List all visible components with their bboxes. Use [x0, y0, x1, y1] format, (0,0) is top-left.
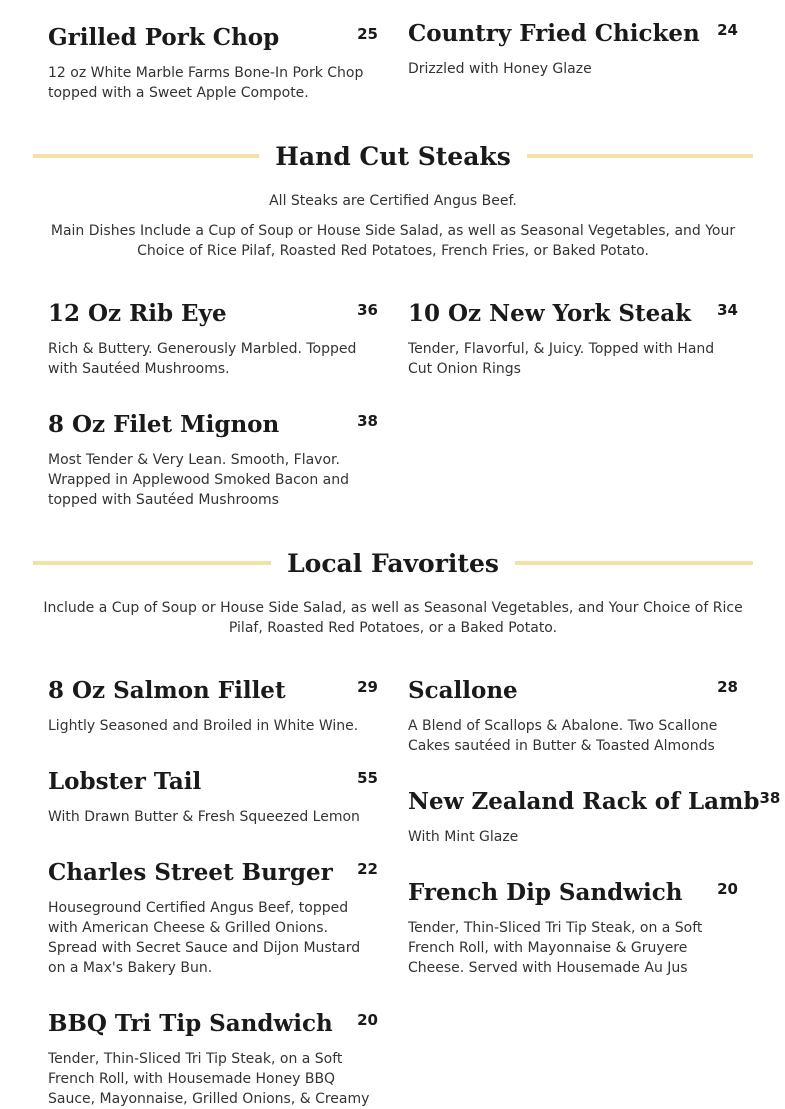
menu-item: [408, 19, 738, 79]
item-name: 12 Oz Rib Eye: [48, 300, 227, 327]
item-description: With Mint Glaze: [408, 829, 519, 845]
section-note: All Steaks are Certified Angus Beef.: [269, 193, 517, 209]
section-header-favorites: [33, 546, 753, 580]
menu-item: [48, 767, 378, 827]
item-price: 20: [717, 880, 738, 898]
item-price: 24: [717, 21, 738, 39]
menu-item: [48, 410, 378, 510]
item-price: 29: [357, 678, 378, 696]
item-description: Tender, Thin-Sliced Tri Tip Steak, on a Soft French Roll, with Mayonnaise & Gruyere Cheese. Served with Housemade Au Jus: [408, 920, 703, 976]
menu-item: [48, 858, 378, 978]
divider-rule: [33, 561, 271, 565]
item-price: 36: [357, 301, 378, 319]
menu-item: [408, 676, 738, 756]
item-price: 38: [759, 789, 781, 807]
divider-rule: [33, 154, 259, 158]
item-price: 20: [357, 1011, 378, 1029]
item-price: 22: [357, 860, 378, 878]
menu-item: [48, 299, 378, 379]
menu-item: [48, 676, 378, 736]
menu-item: [408, 299, 738, 379]
item-description: With Drawn Butter & Fresh Squeezed Lemon: [48, 809, 360, 825]
item-description: Rich & Buttery. Generously Marbled. Topped with Sautéed Mushrooms.: [48, 341, 357, 377]
item-price: 25: [357, 25, 378, 43]
item-description: Drizzled with Honey Glaze: [408, 61, 592, 77]
section-header-steaks: [33, 139, 753, 173]
item-name: Lobster Tail: [48, 768, 202, 795]
section-title: Hand Cut Steaks: [275, 141, 511, 171]
item-name: BBQ Tri Tip Sandwich: [48, 1010, 333, 1037]
section-note: Main Dishes Include a Cup of Soup or House Side Salad, as well as Seasonal Vegetables, and Your Choice of Rice Pilaf, Roasted Red Potatoes, French Fries, or Baked Potato.: [50, 223, 736, 259]
item-description: Houseground Certified Angus Beef, topped with American Cheese & Grilled Onions. Spread with Secret Sauce and Dijon Mustard on a Max's Bakery Bun.: [48, 900, 361, 976]
item-description: A Blend of Scallops & Abalone. Two Scallone Cakes sautéed in Butter & Toasted Almonds: [408, 718, 718, 754]
item-name: 8 Oz Filet Mignon: [48, 411, 280, 438]
divider-rule: [527, 154, 753, 158]
item-description: 12 oz White Marble Farms Bone-In Pork Chop topped with a Sweet Apple Compote.: [48, 65, 364, 101]
item-price: 38: [357, 412, 378, 430]
menu-item: [48, 1009, 378, 1109]
item-name: Country Fried Chicken: [408, 20, 700, 47]
item-name: Charles Street Burger: [48, 859, 333, 886]
item-description: Lightly Seasoned and Broiled in White Wine.: [48, 718, 359, 734]
item-description: Tender, Thin-Sliced Tri Tip Steak, on a Soft French Roll, with Housemade Honey BBQ Sauce, Mayonnaise, Grilled Onions, & Creamy: [48, 1051, 370, 1107]
divider-rule: [515, 561, 753, 565]
item-name: Scallone: [408, 677, 518, 704]
item-price: 55: [357, 769, 378, 787]
menu-item: [408, 878, 738, 978]
item-name: 10 Oz New York Steak: [408, 300, 692, 327]
item-name: 8 Oz Salmon Fillet: [48, 677, 286, 704]
item-name: Grilled Pork Chop: [48, 24, 280, 51]
section-title: Local Favorites: [287, 548, 499, 578]
item-price: 28: [717, 678, 738, 696]
section-note: Include a Cup of Soup or House Side Salad, as well as Seasonal Vegetables, and Your Choice of Rice Pilaf, Roasted Red Potatoes, or a Baked Potato.: [43, 600, 743, 636]
item-name: French Dip Sandwich: [408, 879, 683, 906]
item-price: 34: [717, 301, 738, 319]
menu-item: [408, 787, 781, 847]
item-description: Tender, Flavorful, & Juicy. Topped with Hand Cut Onion Rings: [408, 341, 715, 377]
item-description: Most Tender & Very Lean. Smooth, Flavor. Wrapped in Applewood Smoked Bacon and topped with Sautéed Mushrooms: [48, 452, 350, 508]
menu-item: [48, 23, 378, 103]
item-name: New Zealand Rack of Lamb: [408, 788, 760, 815]
